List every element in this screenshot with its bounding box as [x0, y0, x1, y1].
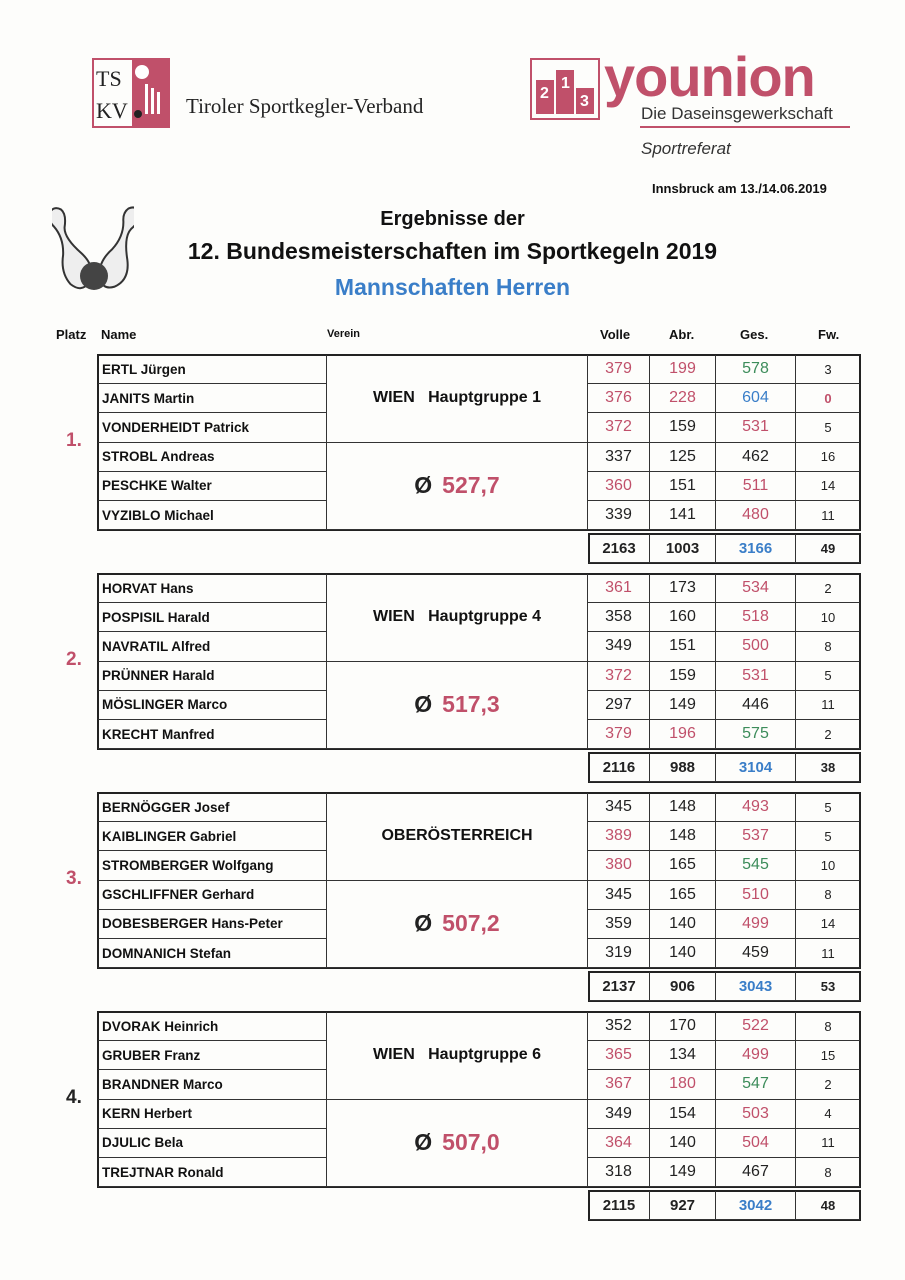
player-abr: 140 [650, 910, 716, 939]
player-name: TREJTNAR Ronald [98, 1158, 327, 1187]
podium-icon [530, 58, 600, 120]
verein-name: OBERÖSTERREICH [327, 793, 588, 881]
total-ges: 3043 [716, 972, 796, 1001]
total-fw: 53 [796, 972, 860, 1001]
player-ges: 537 [716, 822, 796, 851]
podium-1: 1 [561, 75, 570, 92]
player-name: VONDERHEIDT Patrick [98, 413, 327, 442]
player-fw: 2 [796, 1070, 860, 1099]
player-fw: 14 [796, 472, 860, 501]
player-abr: 170 [650, 1012, 716, 1041]
player-name: BERNÖGGER Josef [98, 793, 327, 822]
player-volle: 349 [588, 632, 650, 661]
player-ges: 547 [716, 1070, 796, 1099]
player-volle: 372 [588, 662, 650, 691]
player-ges: 531 [716, 413, 796, 442]
player-volle: 337 [588, 443, 650, 472]
player-volle: 367 [588, 1070, 650, 1099]
younion-tagline: Die Daseinsgewerkschaft [641, 104, 833, 123]
player-abr: 173 [650, 574, 716, 603]
verein-name: WIEN Hauptgruppe 6 [327, 1012, 588, 1100]
col-verein: Verein [327, 328, 361, 340]
col-platz: Platz [56, 327, 87, 342]
player-name: DOMNANICH Stefan [98, 939, 327, 968]
player-volle: 376 [588, 384, 650, 413]
player-fw: 3 [796, 355, 860, 384]
total-ges: 3166 [716, 534, 796, 563]
average-value: 527,7 [442, 472, 500, 499]
player-fw: 5 [796, 662, 860, 691]
org-name: Tiroler Sportkegler-Verband [186, 94, 424, 118]
player-fw: 11 [796, 939, 860, 968]
player-name: DVORAK Heinrich [98, 1012, 327, 1041]
tskv-logo [92, 58, 170, 128]
player-fw: 8 [796, 1012, 860, 1041]
player-ges: 511 [716, 472, 796, 501]
player-ges: 578 [716, 355, 796, 384]
verein-name: WIEN Hauptgruppe 1 [327, 355, 588, 443]
player-fw: 5 [796, 793, 860, 822]
player-ges: 462 [716, 443, 796, 472]
player-volle: 352 [588, 1012, 650, 1041]
col-abr: Abr. [669, 327, 695, 342]
player-fw: 0 [796, 384, 860, 413]
player-fw: 2 [796, 574, 860, 603]
player-fw: 8 [796, 632, 860, 661]
player-name: STROMBERGER Wolfgang [98, 851, 327, 880]
total-volle: 2116 [589, 753, 650, 782]
player-ges: 604 [716, 384, 796, 413]
team-average [327, 1100, 588, 1188]
player-abr: 228 [650, 384, 716, 413]
player-name: NAVRATIL Alfred [98, 632, 327, 661]
player-name: STROBL Andreas [98, 443, 327, 472]
total-abr: 1003 [650, 534, 716, 563]
player-volle: 379 [588, 355, 650, 384]
player-abr: 148 [650, 793, 716, 822]
player-name: MÖSLINGER Marco [98, 691, 327, 720]
player-ges: 480 [716, 501, 796, 530]
player-fw: 10 [796, 603, 860, 632]
player-fw: 2 [796, 720, 860, 749]
total-ges: 3042 [716, 1191, 796, 1220]
player-abr: 141 [650, 501, 716, 530]
player-fw: 11 [796, 691, 860, 720]
player-abr: 149 [650, 691, 716, 720]
total-volle: 2115 [589, 1191, 650, 1220]
player-fw: 16 [796, 443, 860, 472]
player-fw: 8 [796, 1158, 860, 1187]
player-volle: 319 [588, 939, 650, 968]
player-volle: 345 [588, 793, 650, 822]
player-abr: 165 [650, 881, 716, 910]
team-platz: 3. [66, 867, 82, 889]
player-name: HORVAT Hans [98, 574, 327, 603]
player-volle: 318 [588, 1158, 650, 1187]
player-ges: 518 [716, 603, 796, 632]
player-fw: 8 [796, 881, 860, 910]
player-ges: 503 [716, 1100, 796, 1129]
player-abr: 199 [650, 355, 716, 384]
total-abr: 906 [650, 972, 716, 1001]
podium-3: 3 [580, 93, 589, 110]
player-volle: 349 [588, 1100, 650, 1129]
player-ges: 493 [716, 793, 796, 822]
player-fw: 4 [796, 1100, 860, 1129]
player-name: GSCHLIFFNER Gerhard [98, 881, 327, 910]
player-fw: 11 [796, 501, 860, 530]
place-date: Innsbruck am 13./14.06.2019 [652, 181, 827, 196]
player-abr: 160 [650, 603, 716, 632]
player-volle: 297 [588, 691, 650, 720]
player-name: POSPISIL Harald [98, 603, 327, 632]
player-volle: 358 [588, 603, 650, 632]
player-name: KERN Herbert [98, 1100, 327, 1129]
average-symbol: Ø [414, 1129, 433, 1156]
player-volle: 379 [588, 720, 650, 749]
total-fw: 48 [796, 1191, 860, 1220]
player-fw: 15 [796, 1041, 860, 1070]
player-abr: 148 [650, 822, 716, 851]
player-abr: 154 [650, 1100, 716, 1129]
player-abr: 180 [650, 1070, 716, 1099]
player-ges: 499 [716, 910, 796, 939]
player-abr: 196 [650, 720, 716, 749]
player-ges: 510 [716, 881, 796, 910]
player-name: ERTL Jürgen [98, 355, 327, 384]
player-abr: 149 [650, 1158, 716, 1187]
player-ges: 575 [716, 720, 796, 749]
player-name: KAIBLINGER Gabriel [98, 822, 327, 851]
player-ges: 522 [716, 1012, 796, 1041]
team-average [327, 662, 588, 750]
player-fw: 11 [796, 1129, 860, 1158]
title-line-2: 12. Bundesmeisterschaften im Sportkegeln 2019 [187, 238, 718, 264]
player-fw: 5 [796, 413, 860, 442]
player-abr: 134 [650, 1041, 716, 1070]
player-abr: 151 [650, 472, 716, 501]
player-volle: 364 [588, 1129, 650, 1158]
player-abr: 125 [650, 443, 716, 472]
verein-name: WIEN Hauptgruppe 4 [327, 574, 588, 662]
tskv-logo-ts: TS [96, 66, 122, 91]
player-ges: 499 [716, 1041, 796, 1070]
title-line-1: Ergebnisse der [380, 208, 525, 230]
podium-2: 2 [540, 85, 549, 102]
player-ges: 467 [716, 1158, 796, 1187]
player-name: PESCHKE Walter [98, 472, 327, 501]
title-line-3: Mannschaften Herren [334, 274, 571, 300]
total-volle: 2163 [589, 534, 650, 563]
average-value: 517,3 [442, 691, 500, 718]
player-ges: 500 [716, 632, 796, 661]
player-name: DJULIC Bela [98, 1129, 327, 1158]
team-average [327, 881, 588, 969]
team-platz: 2. [66, 648, 82, 670]
player-ges: 459 [716, 939, 796, 968]
average-value: 507,0 [442, 1129, 500, 1156]
col-volle: Volle [600, 327, 631, 342]
player-abr: 159 [650, 413, 716, 442]
col-ges: Ges. [740, 327, 769, 342]
player-ges: 545 [716, 851, 796, 880]
total-abr: 927 [650, 1191, 716, 1220]
player-name: VYZIBLO Michael [98, 501, 327, 530]
total-ges: 3104 [716, 753, 796, 782]
player-name: BRANDNER Marco [98, 1070, 327, 1099]
total-fw: 49 [796, 534, 860, 563]
player-fw: 5 [796, 822, 860, 851]
tskv-logo-kv: KV [96, 98, 128, 123]
player-volle: 339 [588, 501, 650, 530]
player-ges: 446 [716, 691, 796, 720]
player-volle: 372 [588, 413, 650, 442]
player-ges: 531 [716, 662, 796, 691]
team-platz: 4. [66, 1086, 82, 1108]
player-ges: 534 [716, 574, 796, 603]
col-fw: Fw. [818, 327, 840, 342]
total-fw: 38 [796, 753, 860, 782]
younion-department: Sportreferat [641, 139, 731, 158]
player-abr: 165 [650, 851, 716, 880]
player-volle: 380 [588, 851, 650, 880]
total-volle: 2137 [589, 972, 650, 1001]
player-fw: 14 [796, 910, 860, 939]
average-value: 507,2 [442, 910, 500, 937]
player-name: JANITS Martin [98, 384, 327, 413]
team-average [327, 443, 588, 531]
younion-wordmark: younion [604, 45, 815, 108]
col-name: Name [101, 327, 137, 342]
team-platz: 1. [66, 429, 82, 451]
player-name: GRUBER Franz [98, 1041, 327, 1070]
younion-divider [640, 126, 850, 128]
player-fw: 10 [796, 851, 860, 880]
player-abr: 140 [650, 1129, 716, 1158]
player-name: DOBESBERGER Hans-Peter [98, 910, 327, 939]
player-volle: 365 [588, 1041, 650, 1070]
player-volle: 361 [588, 574, 650, 603]
player-name: KRECHT Manfred [98, 720, 327, 749]
player-volle: 360 [588, 472, 650, 501]
player-volle: 389 [588, 822, 650, 851]
player-ges: 504 [716, 1129, 796, 1158]
player-abr: 140 [650, 939, 716, 968]
average-symbol: Ø [414, 910, 433, 937]
player-volle: 345 [588, 881, 650, 910]
total-abr: 988 [650, 753, 716, 782]
player-abr: 159 [650, 662, 716, 691]
player-name: PRÜNNER Harald [98, 662, 327, 691]
average-symbol: Ø [414, 472, 433, 499]
player-volle: 359 [588, 910, 650, 939]
player-abr: 151 [650, 632, 716, 661]
average-symbol: Ø [414, 691, 433, 718]
